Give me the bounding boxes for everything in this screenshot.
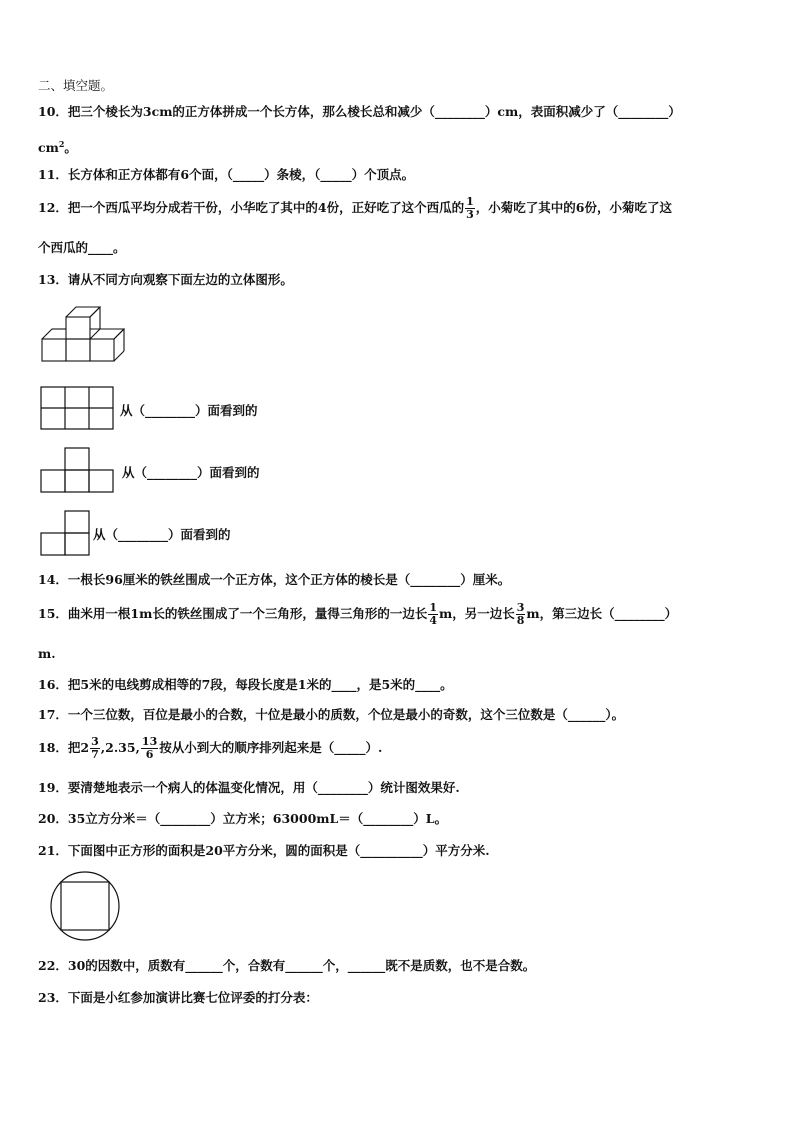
question-15: 15．曲米用一根1m长的铁丝围成了一个三角形，量得三角形的一边长 $\frac{1}{4}$ m，另一边长 $\frac{3}{8}$ m，第三边长（________） [38,601,678,627]
circle-square-figure [49,870,121,942]
solid-figure [40,305,140,363]
question-17: 17．一个三位数，百位是最小的合数，十位是最小的质数，个位是最小的奇数，这个三位数是（______）。 [38,707,625,722]
view-l-shape [40,510,90,556]
question-14: 14．一根长96厘米的铁丝围成一个正方体，这个正方体的棱长是（________）厘米。 [38,572,511,587]
question-23: 23．下面是小红参加演讲比赛七位评委的打分表： [38,990,318,1005]
fraction-one-third: $\frac{1}{3}$ [466,195,474,221]
question-18: 18．把2 $\frac{3}{7}$ ,2.35, $\frac{13}{6}$ 按从小到大的顺序排列起来是（_____）. [38,735,383,761]
question-22: 22．30的因数中，质数有______个，合数有______个，______既不是质数，也不是合数。 [38,958,536,973]
view-t-shape [40,447,114,493]
question-10-unit: $cm^2$。 [38,139,77,156]
section-title: 二、填空题。 [38,78,114,93]
view1-label: 从（________）面看到的 [120,403,258,418]
view2-label: 从（________）面看到的 [122,465,260,480]
view-grid-2x3 [40,386,114,430]
question-21: 21．下面图中正方形的面积是20平方分米，圆的面积是（__________）平方分米. [38,843,490,858]
question-20: 20．35立方分米＝（________）立方米；63000mL＝（________）L。 [38,811,448,826]
question-15-cont: m. [38,646,56,661]
question-12-cont: 个西瓜的____。 [38,240,126,255]
question-10: 10．把三个棱长为3cm的正方体拼成一个长方体，那么棱长总和减少（________）cm，表面积减少了（________） [38,104,681,119]
question-13: 13．请从不同方向观察下面左边的立体图形。 [38,272,293,287]
view3-label: 从（________）面看到的 [93,527,231,542]
question-11: 11．长方体和正方体都有6个面，（_____）条棱，（_____）个顶点。 [38,167,415,182]
question-19: 19．要清楚地表示一个病人的体温变化情况，用（________）统计图效果好. [38,780,460,795]
question-16: 16．把5米的电线剪成相等的7段，每段长度是1米的____，是5米的____。 [38,677,453,692]
question-12: 12．把一个西瓜平均分成若干份，小华吃了其中的4份，正好吃了这个西瓜的 $\frac{1}{3}$ ，小菊吃了其中的6份，小菊吃了这 [38,195,672,221]
